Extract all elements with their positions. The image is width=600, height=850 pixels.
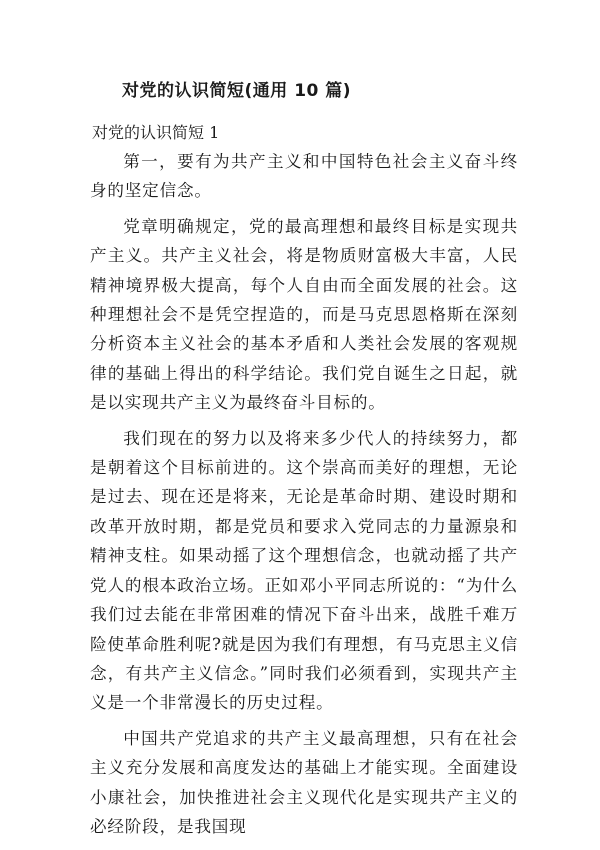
paragraph: 第一，要有为共产主义和中国特色社会主义奋斗终身的坚定信念。 <box>90 152 518 201</box>
paragraph: 中国共产党追求的共产主义最高理想，只有在社会主义充分发展和高度发达的基础上才能实现。全面建设小康社会，加快推进社会主义现代化是实现共产主义的必经阶段，是我国现 <box>90 728 518 836</box>
paragraph: 我们现在的努力以及将来多少代人的持续努力，都是朝着这个目标前进的。这个崇高而美好的理想，无论是过去、现在还是将来，无论是革命时期、建设时期和改革开放时期，都是党员和要求入党同志的力量源泉和精神支柱。如果动摇了这个理想信念，也就动摇了共产党人的根本政治立场。正如邓小平同志所说的：“为什么我们过去能在非常困难的情况下奋斗出来，战胜千难万险使革命胜利呢?就是因为我们有理想，有马克思主义信念，有共产主义信念。”同时我们必须看到，实现共产主义是一个非常漫长的历史过程。 <box>90 428 518 713</box>
section-heading: 对党的认识简短 1 <box>92 123 220 142</box>
document-body <box>90 147 518 847</box>
paragraph: 党章明确规定，党的最高理想和最终目标是实现共产主义。共产主义社会，将是物质财富极大丰富，人民精神境界极大提高，每个人自由而全面发展的社会。这种理想社会不是凭空捏造的，而是马克思恩格斯在深刻分析资本主义社会的基本矛盾和人类社会发展的客观规律的基础上得出的科学结论。我们党自诞生之日起，就是以实现共产主义为最终奋斗目标的。 <box>90 216 518 413</box>
document-title: 对党的认识简短(通用 10 篇) <box>122 81 352 101</box>
